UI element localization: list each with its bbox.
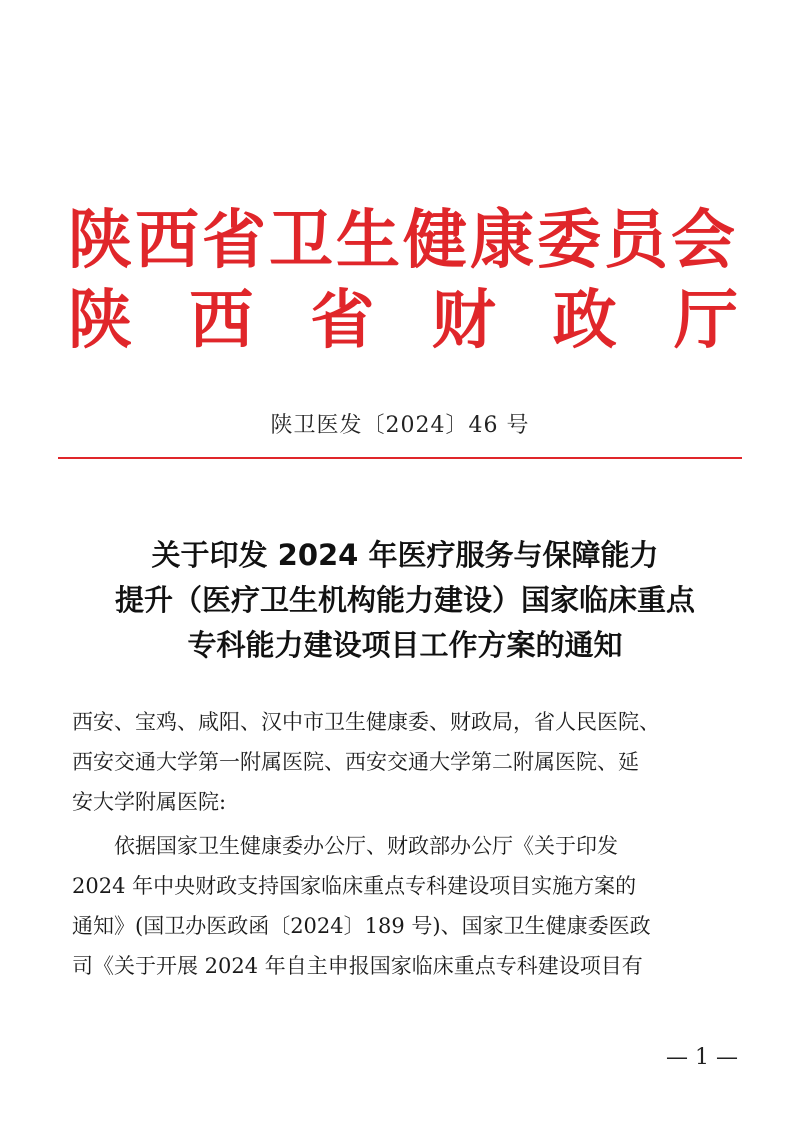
body-paragraph bbox=[72, 826, 732, 986]
recipients-line: 西安交通大学第一附属医院、西安交通大学第二附属医院、延 bbox=[72, 750, 639, 774]
org-char: 西 bbox=[189, 284, 254, 358]
document-number: 陕卫医发〔2024〕46 号 bbox=[270, 413, 530, 438]
recipients-line: 安大学附属医院: bbox=[72, 790, 227, 814]
document-title bbox=[0, 533, 810, 668]
title-line: 关于印发 2024 年医疗服务与保障能力 bbox=[151, 538, 659, 572]
recipients-block bbox=[72, 702, 732, 822]
red-divider bbox=[58, 457, 742, 459]
org-char: 陕 bbox=[68, 284, 132, 358]
issuing-org-finance-department bbox=[68, 285, 738, 357]
body-line: 依据国家卫生健康委办公厅、财政部办公厅《关于印发 bbox=[72, 834, 618, 858]
org-char: 财 bbox=[431, 284, 496, 358]
body-line: 司《关于开展 2024 年自主申报国家临床重点专科建设项目有 bbox=[72, 954, 643, 978]
org-char: 政 bbox=[552, 284, 617, 358]
title-line: 专科能力建设项目工作方案的通知 bbox=[187, 628, 623, 662]
org-char: 省 bbox=[310, 284, 375, 358]
title-line: 提升（医疗卫生机构能力建设）国家临床重点 bbox=[114, 583, 695, 617]
body-line: 通知》(国卫办医政函〔2024〕189 号)、国家卫生健康委医政 bbox=[72, 914, 651, 938]
recipients-line: 西安、宝鸡、咸阳、汉中市卫生健康委、财政局，省人民医院、 bbox=[72, 710, 660, 734]
page-number: — 1 — bbox=[666, 1045, 738, 1070]
body-line: 2024 年中央财政支持国家临床重点专科建设项目实施方案的 bbox=[72, 874, 637, 898]
org-char: 厅 bbox=[673, 284, 738, 358]
issuing-org-health-commission: 陕西省卫生健康委员会 bbox=[68, 204, 738, 278]
